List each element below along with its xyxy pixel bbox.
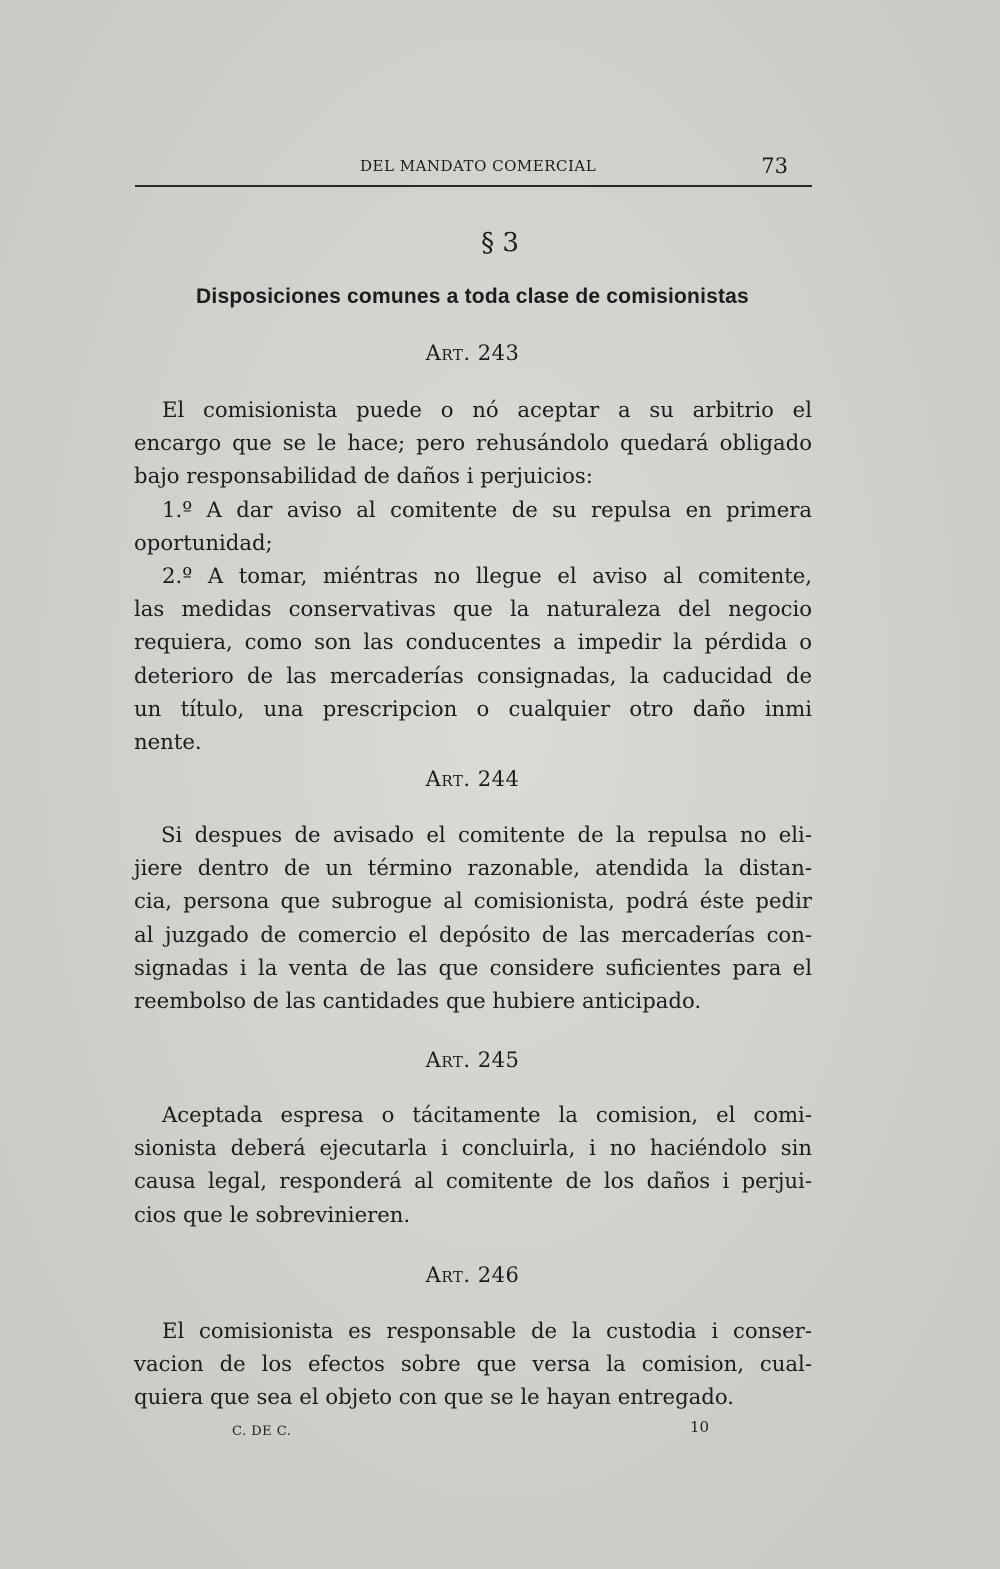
text-line: Aceptada espresa o tácitamente la comision, el comi- bbox=[162, 1102, 812, 1127]
text-line: cia, persona que subrogue al comisionista, podrá éste pedir bbox=[134, 888, 812, 914]
text-line: signadas i la venta de las que considere suficientes para el bbox=[134, 954, 812, 980]
text-line: encargo que se le hace; pero rehusándolo quedará obligado bbox=[134, 430, 812, 456]
text-line: 1.º A dar aviso al comitente de su repulsa en primera bbox=[162, 496, 812, 522]
text-line: reembolso de las cantidades que hubiere anticipado. bbox=[134, 988, 702, 1014]
text-line: 2.º A tomar, miéntras no llegue el aviso al comitente, bbox=[162, 563, 812, 589]
section-mark: § 3 bbox=[481, 228, 519, 258]
text-line: requiera, como son las conducentes a impedir la pérdida o bbox=[134, 629, 812, 655]
text-line: al juzgado de comercio el depósito de las mercaderías con- bbox=[134, 921, 812, 947]
text-line: sionista deberá ejecutarla i concluirla, i no haciéndolo sin bbox=[134, 1135, 812, 1161]
running-header bbox=[135, 154, 810, 180]
text-line: quiera que sea el objeto con que se le hayan entregado. bbox=[134, 1384, 734, 1410]
page-number: 73 bbox=[761, 154, 788, 178]
article-label-245 bbox=[0, 1048, 945, 1072]
text-line: oportunidad; bbox=[134, 529, 273, 555]
text-line: Si despues de avisado el comitente de la repulsa no eli- bbox=[161, 822, 812, 847]
article-label-244 bbox=[0, 767, 945, 791]
text-line: un título, una prescripcion o cualquier otro daño inmi bbox=[134, 695, 812, 721]
text-line: cios que le sobrevinieren. bbox=[134, 1201, 411, 1227]
article-word: Art. bbox=[425, 341, 471, 365]
text-line: nente. bbox=[134, 729, 202, 755]
article-word: Art. bbox=[425, 1263, 471, 1287]
article-label-243 bbox=[0, 341, 945, 365]
article-number: 246 bbox=[477, 1263, 520, 1287]
text-line: causa legal, responderá al comitente de los daños i perjui- bbox=[134, 1168, 812, 1194]
text-line: El comisionista es responsable de la custodia i conser- bbox=[162, 1318, 812, 1343]
article-number: 244 bbox=[477, 767, 520, 791]
article-word: Art. bbox=[425, 1048, 471, 1072]
text-line: jiere dentro de un término razonable, atendida la distan- bbox=[134, 855, 812, 881]
article-word: Art. bbox=[425, 767, 471, 791]
article-label-246 bbox=[0, 1263, 945, 1287]
article-246-text bbox=[134, 1314, 812, 1414]
article-243-text bbox=[134, 393, 812, 758]
section-heading: Disposiciones comunes a toda clase de comisionistas bbox=[196, 285, 749, 308]
printer-signature: C. DE C. bbox=[232, 1424, 292, 1439]
text-line: las medidas conservativas que la naturaleza del negocio bbox=[134, 596, 812, 622]
text-line: El comisionista puede o nó aceptar a su arbitrio el bbox=[162, 397, 812, 422]
sheet-number: 10 bbox=[690, 1418, 710, 1436]
text-line: deterioro de las mercaderías consignadas, la caducidad de bbox=[134, 662, 812, 688]
header-rule bbox=[135, 185, 812, 187]
article-number: 245 bbox=[477, 1048, 520, 1072]
text-line: vacion de los efectos sobre que versa la comision, cual- bbox=[134, 1351, 812, 1377]
article-245-text bbox=[134, 1098, 812, 1231]
running-title: DEL MANDATO COMERCIAL bbox=[360, 157, 597, 175]
text-line: bajo responsabilidad de daños i perjuicios: bbox=[134, 463, 593, 489]
article-number: 243 bbox=[477, 341, 520, 365]
article-244-text bbox=[134, 818, 812, 1017]
